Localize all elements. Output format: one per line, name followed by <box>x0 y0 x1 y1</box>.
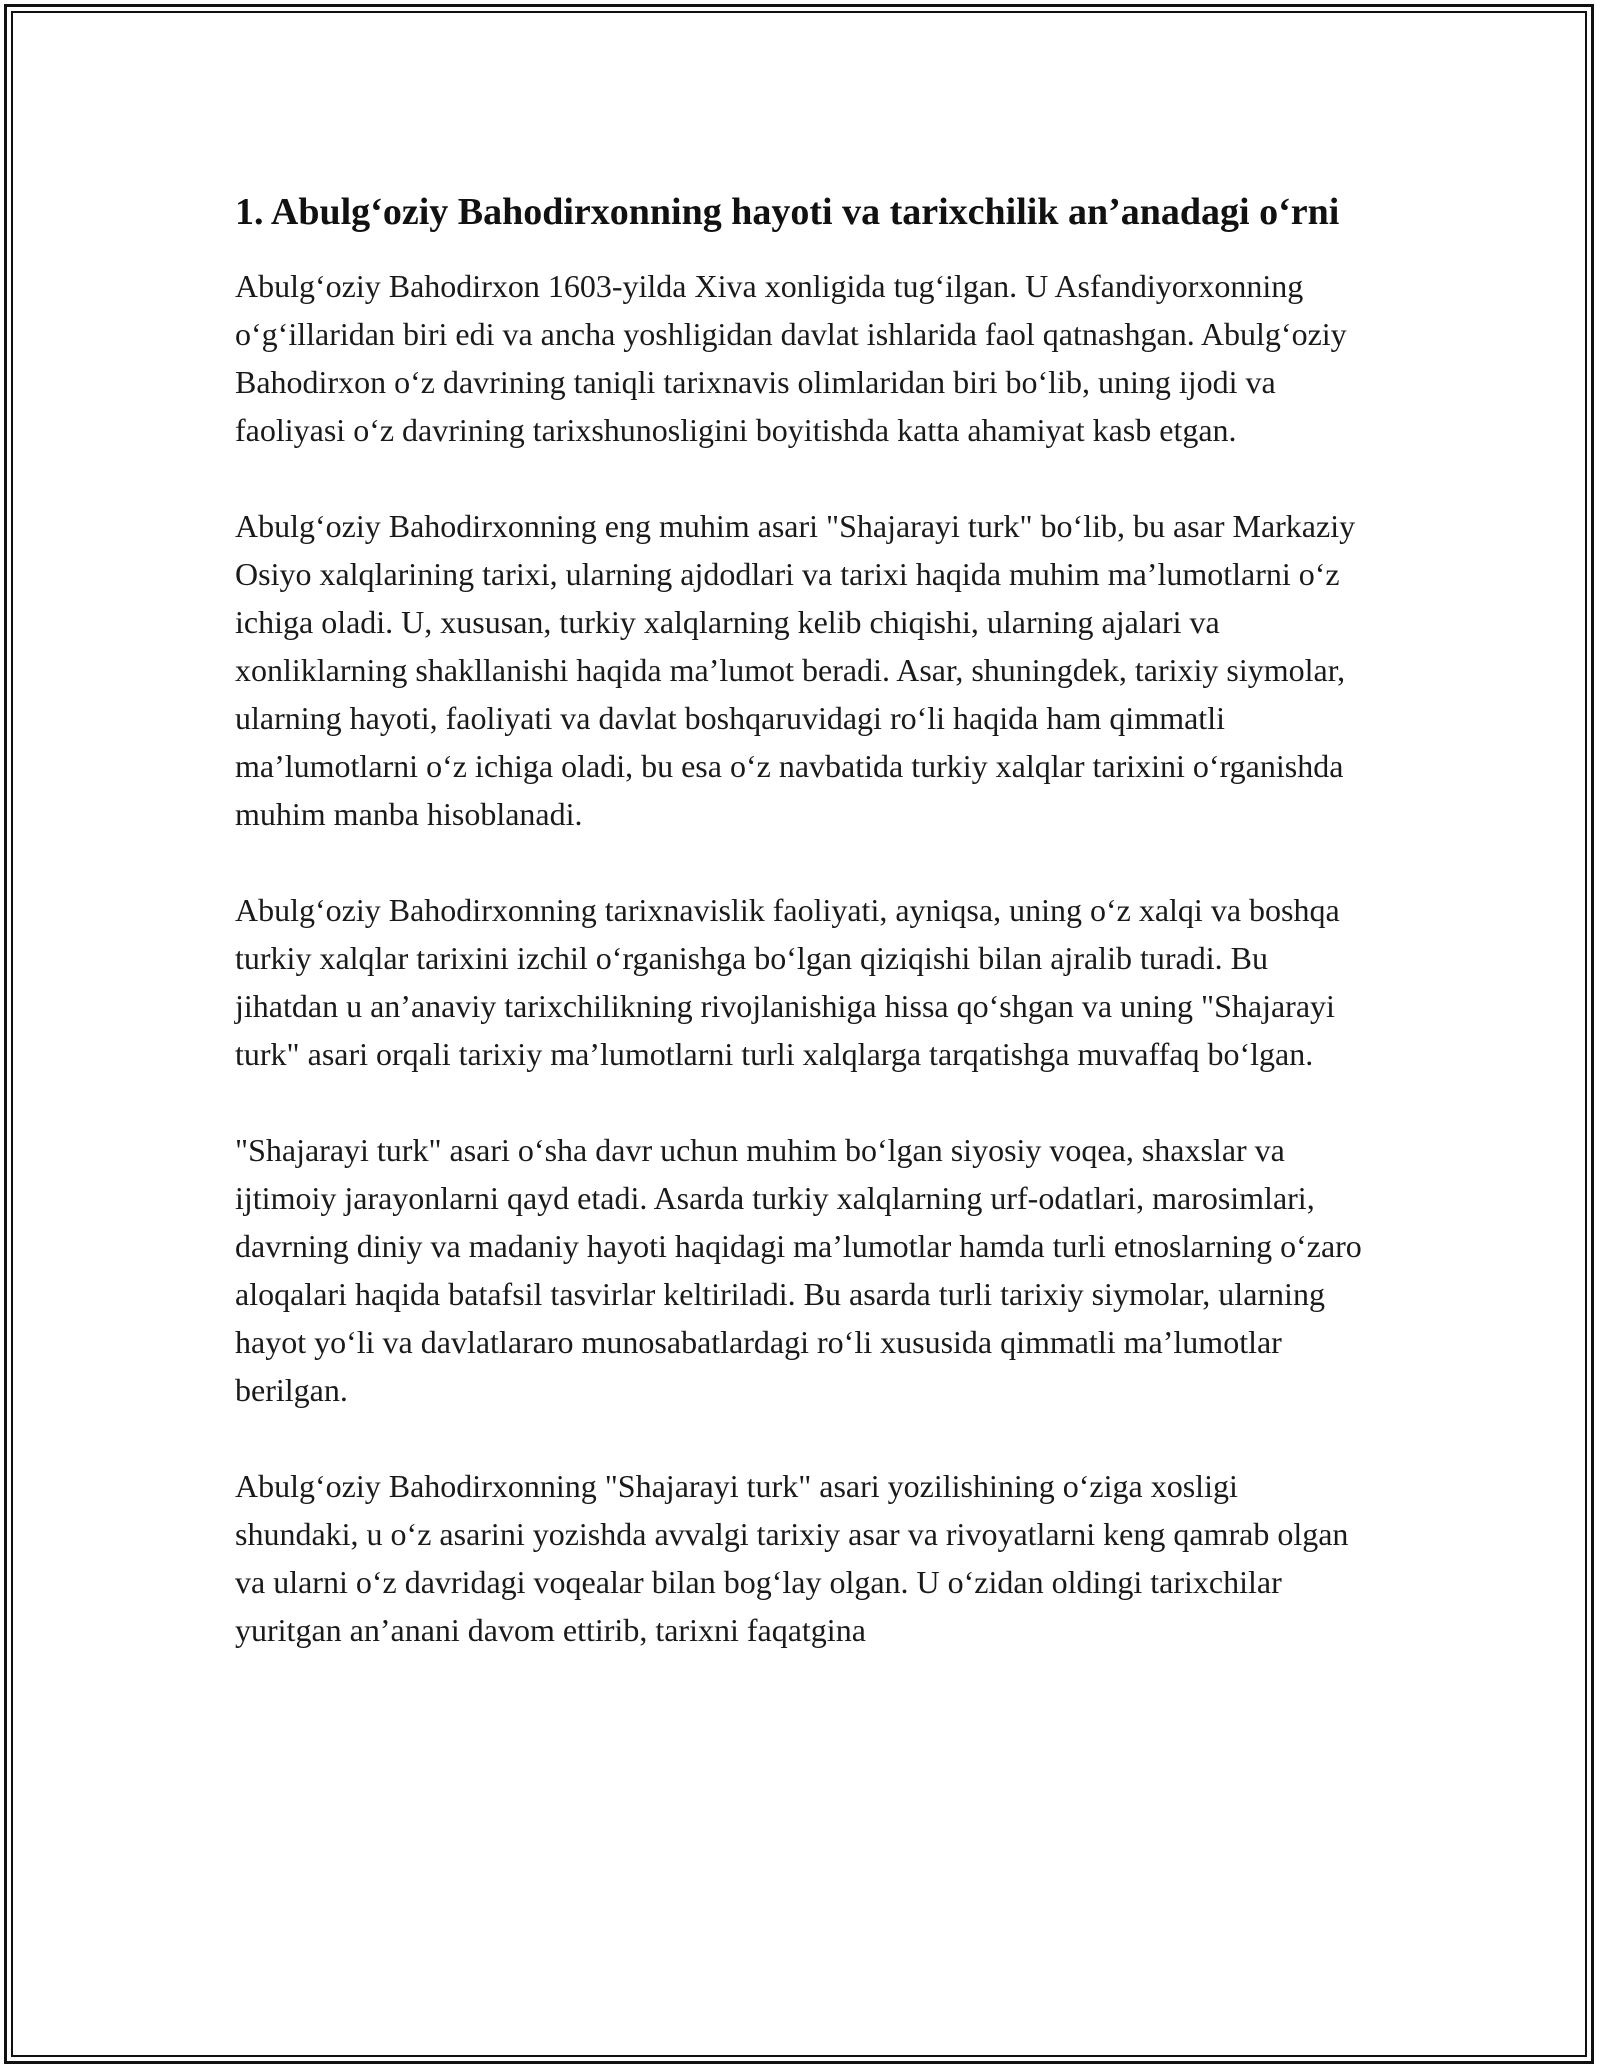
section-title: 1. Abulg‘oziy Bahodirxonning hayoti va tarixchilik an’anadagi o‘rni <box>235 191 1340 233</box>
document-body <box>235 185 1365 1654</box>
paragraph-1: Abulg‘oziy Bahodirxon 1603-yilda Xiva xonligida tug‘ilgan. U Asfandiyorxonning o‘g‘illaridan biri edi va ancha yoshligidan davlat ishlarida faol qatnashgan. Abulg‘oziy Bahodirxon o‘z davrining taniqli tarixnavis olimlaridan biri bo‘lib, uning ijodi va faoliyasi o‘z davrining tarixshunosligini boyitishda katta ahamiyat kasb etgan. <box>235 268 1347 448</box>
paragraph-2: Abulg‘oziy Bahodirxonning eng muhim asari "Shajarayi turk" bo‘lib, bu asar Markaziy Osiyo xalqlarining tarixi, ularning ajdodlari va tarixi haqida muhim ma’lumotlarni o‘z ichiga oladi. U, xususan, turkiy xalqlarning kelib chiqishi, ularning ajalari va xonliklarning shakllanishi haqida ma’lumot beradi. Asar, shuningdek, tarixiy siymolar, ularning hayoti, faoliyati va davlat boshqaruvidagi ro‘li haqida ham qimmatli ma’lumotlarni o‘z ichiga oladi, bu esa o‘z navbatida turkiy xalqlar tarixini o‘rganishda muhim manba hisoblanadi. <box>235 508 1356 832</box>
paragraph-4: "Shajarayi turk" asari o‘sha davr uchun muhim bo‘lgan siyosiy voqea, shaxslar va ijtimoiy jarayonlarni qayd etadi. Asarda turkiy xalqlarning urf-odatlari, marosimlari, davrning diniy va madaniy hayoti haqidagi ma’lumotlar hamda turli etnoslarning o‘zaro aloqalari haqida batafsil tasvirlar keltiriladi. Bu asarda turli tarixiy siymolar, ularning hayot yo‘li va davlatlararo munosabatlardagi ro‘li xususida qimmatli ma’lumotlar berilgan. <box>235 1132 1362 1408</box>
paragraph-5: Abulg‘oziy Bahodirxonning "Shajarayi turk" asari yozilishining o‘ziga xosligi shundaki, u o‘z asarini yozishda avvalgi tarixiy asar va rivoyatlarni keng qamrab olgan va ularni o‘z davridagi voqealar bilan bog‘lay olgan. U o‘zidan oldingi tarixchilar yuritgan an’anani davom ettirib, tarixni faqatgina <box>235 1468 1349 1648</box>
paragraph-3: Abulg‘oziy Bahodirxonning tarixnavislik faoliyati, ayniqsa, uning o‘z xalqi va boshqa turkiy xalqlar tarixini izchil o‘rganishga bo‘lgan qiziqishi bilan ajralib turadi. Bu jihatdan u an’anaviy tarixchilikning rivojlanishiga hissa qo‘shgan va uning "Shajarayi turk" asari orqali tarixiy ma’lumotlarni turli xalqlarga tarqatishga muvaffaq bo‘lgan. <box>235 892 1340 1072</box>
